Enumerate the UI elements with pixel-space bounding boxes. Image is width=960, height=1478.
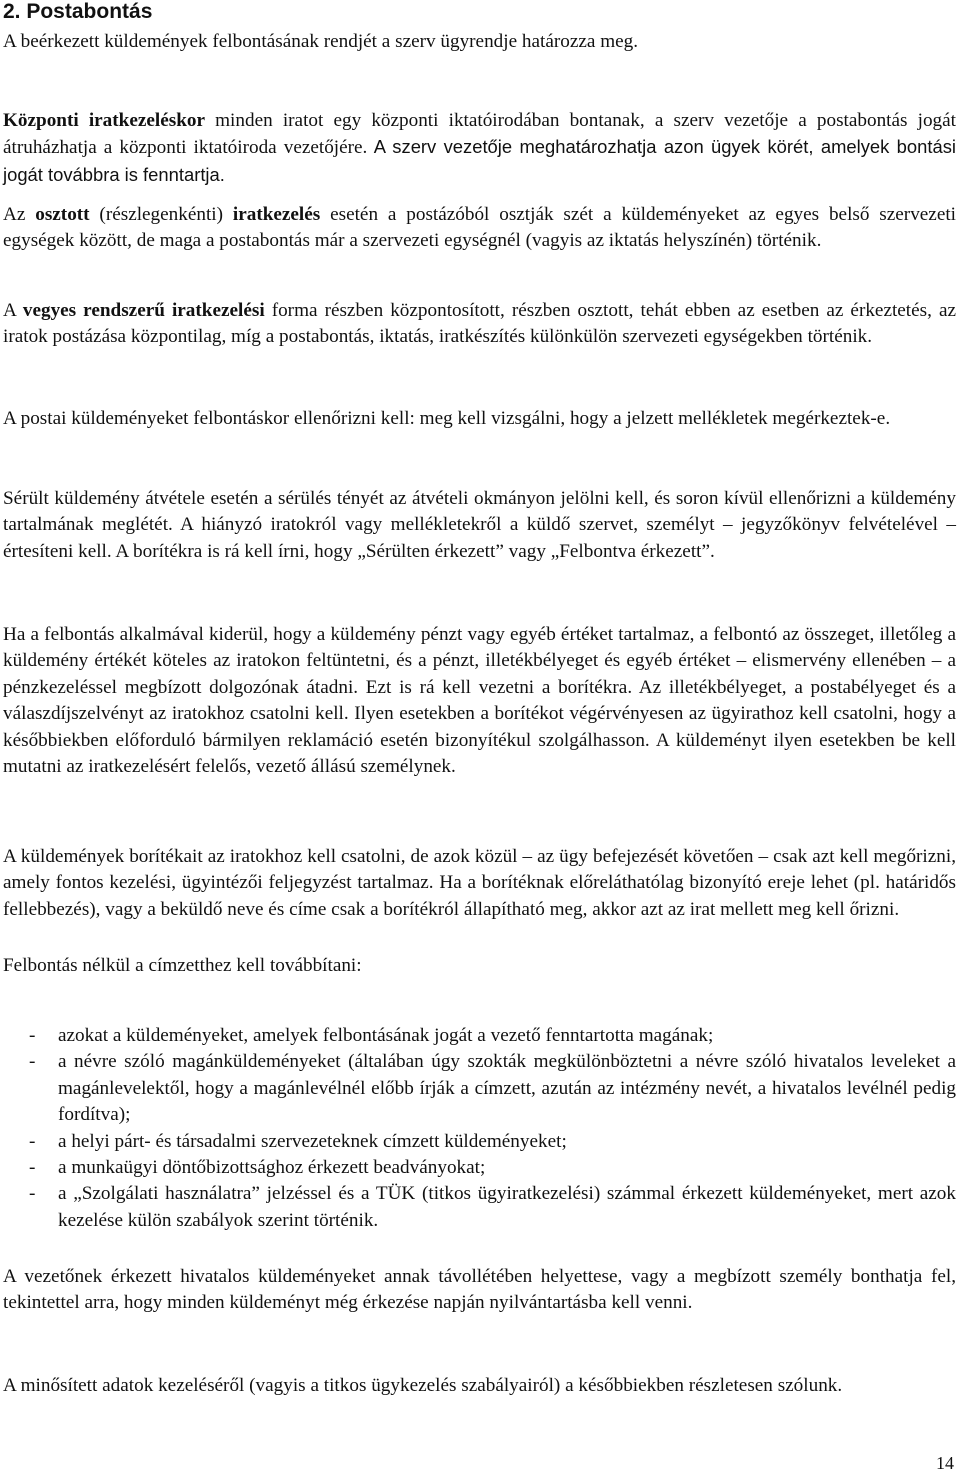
list-item: - a helyi párt- és társadalmi szervezeteknek címzett küldeményeket; xyxy=(3,1129,956,1155)
paragraph-mixed-filing xyxy=(3,298,956,351)
list-item: - a névre szóló magánküldeményeket (általában úgy szokták megkülönböztetni a névre szóló hivatalos leveleket a magánlevelektől, hogy a magánlevélnél előbb írják a címzett, azután az intézmény nevét, a hivatalos levélnél pedig fordítva); xyxy=(29,1051,956,1126)
paragraph-distributed-filing xyxy=(3,202,956,255)
text-run: A xyxy=(3,300,23,321)
list-dash: - xyxy=(29,1025,36,1046)
list-dash: - xyxy=(29,1183,36,1205)
unopened-mail-list xyxy=(3,1023,956,1234)
paragraph-text-sans: A szerv vezetője meghatározhatja azon ügyek körét, amelyek bontási jogát továbbra is fenntartja. xyxy=(3,136,956,185)
paragraph-head-mail: A vezetőnek érkezett hivatalos küldeményeket annak távollétében helyettese, vagy a megbízott személy bonthatja fel, tekintettel arra, hogy minden küldeményt még érkezése napján nyilvántartásba kell venni. xyxy=(3,1266,956,1314)
paragraph-check-attachments: A postai küldeményeket felbontáskor ellenőrizni kell: meg kell vizsgálni, hogy a jelzett mellékletek megérkeztek-e. xyxy=(3,408,891,429)
list-item: - a munkaügyi döntőbizottsághoz érkezett beadványokat; xyxy=(3,1155,956,1181)
paragraph-envelopes: A küldemények borítékait az iratokhoz kell csatolni, de azok közül – az ügy befejezését követően – csak azt kell megőrizni, amely fontos kezelési, ügyintézői feljegyzést tartalmaz. Ha a borítéknak előreláthatólag bizonyító ereje lehet (pl. határidős fellebbezés), vagy a beküldő neve és címe csak a borítékról állapítható meg, akkor azt az irat mellett meg kell őrizni. xyxy=(3,846,956,920)
paragraph-classified: A minősített adatok kezeléséről (vagyis a titkos ügykezelés szabályairól) a későbbiekben részletesen szólunk. xyxy=(3,1375,843,1396)
text-run: esetén a postázóból osztják szét a küldeményeket az egyes belső szervezeti egységek között, de maga a postabontás már a szervezeti egységnél (vagyis az iktatás helyszínén) történik. xyxy=(3,204,957,252)
paragraph-damaged-mail: Sérült küldemény átvétele esetén a sérülés tényét az átvételi okmányon jelölni kell, és soron kívül ellenőrizni a küldemény tartalmának meglétét. A hiányzó iratokról vagy mellékletekről a küldő szervet, személyt – jegyzőkönyv felvételével – értesíteni kell. A borítékra is rá kell írni, hogy „Sérülten érkezett” vagy „Felbontva érkezett”. xyxy=(3,488,956,562)
page-number: 14 xyxy=(936,1453,954,1473)
paragraph-central-filing xyxy=(3,108,956,189)
list-item: - azokat a küldeményeket, amelyek felbontásának jogát a vezető fenntartotta magának; xyxy=(3,1023,956,1049)
term-distributed: osztott xyxy=(35,204,90,225)
list-item: - a „Szolgálati használatra” jelzéssel és a TÜK (titkos ügyiratkezelési) számmal érkezett küldeményeket, mert azok kezelése külön szabályok szerint történik. xyxy=(29,1183,956,1231)
paragraph-valuables: Ha a felbontás alkalmával kiderül, hogy a küldemény pénzt vagy egyéb értéket tartalmaz, a felbontó az összeget, illetőleg a küldemény értékét köteles az iratokon feltüntetni, és a pénzt, illetékbélyeget és egyéb értéket – elismervény ellenében – a pénzkezeléssel megbízott dolgozónak átadni. Ezt is rá kell vezetni a borítékra. Az illetékbélyeget, a postabélyeget és a válaszdíjszelvényt az iratokhoz csatolni kell. Ilyen esetekben a borítékot végérvényesen az ügyirathoz kell csatolni, hogy a későbbiekben előforduló bármilyen reklamáció esetén bizonyítékul szolgálhasson. A küldeményt ilyen esetekben be kell mutatni az iratkezelésért felelős, vezető állású személynek. xyxy=(3,624,956,778)
list-dash: - xyxy=(29,1130,36,1152)
paragraph-forward-unopened: Felbontás nélkül a címzetthez kell továbbítani: xyxy=(3,955,362,976)
text-run: forma részben központosított, részben osztott, tehát ebben az esetben az érkeztetés, az iratok postázása központilag, míg a postabontás, iktatás, iratkészítés különkülön szervezeti egységekben történik. xyxy=(3,300,956,348)
term-mixed-filing: vegyes rendszerű iratkezelési xyxy=(22,300,265,321)
section-heading: 2. Postabontás xyxy=(3,0,153,23)
term-filing: iratkezelés xyxy=(232,204,321,225)
paragraph-intro: A beérkezett küldemények felbontásának rendjét a szerv ügyrendje határozza meg. xyxy=(3,31,639,52)
text-run: (részlegenkénti) xyxy=(89,204,233,225)
text-run: Az xyxy=(3,204,36,225)
paragraph-text: minden iratot egy központi iktatóirodában bontanak, a szerv vezetője a postabontás jogát átruházhatja a központi iktatóiroda vezetőjére. xyxy=(3,110,956,159)
list-dash: - xyxy=(29,1157,36,1179)
term-central-filing: Központi iratkezeléskor xyxy=(3,110,205,131)
list-dash: - xyxy=(29,1051,36,1073)
